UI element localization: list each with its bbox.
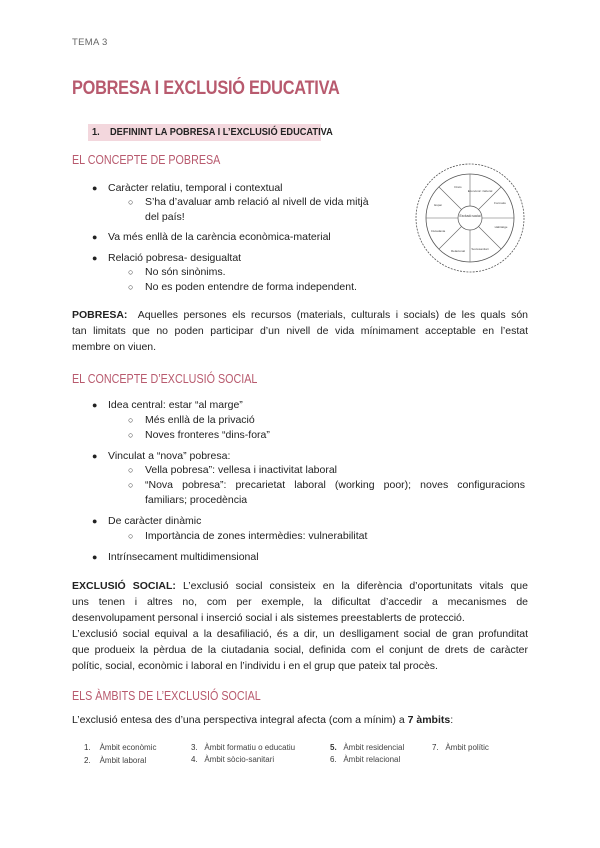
list-item-text: Caràcter relatiu, temporal i contextual (108, 182, 283, 194)
list-item-text: Relació pobresa- desigualtat (108, 252, 242, 264)
definition-line-1: EXCLUSIÓ SOCIAL: L’exclusió social consisteix en la diferència d’oportunitats vitals que (72, 580, 528, 592)
definition-line: polític, social, econòmic i laboral en l’individu i en el grup que pateix tal procès. (72, 660, 438, 672)
sub-item-text: S’ha d’avaluar amb relació al nivell de vida mitjà (145, 196, 369, 208)
list-item: ● (92, 253, 98, 263)
sub-item-text: Més enllà de la privació (145, 414, 255, 426)
list-item: ● (92, 400, 98, 410)
sub-bullet: ○ (128, 430, 134, 440)
sub-item-text: Importància de zones intermèdies: vulnerabilitat (145, 530, 368, 542)
ambit-item: 3. Àmbit formatiu o educatiu (191, 743, 296, 752)
section-number: 1. (92, 126, 100, 138)
list-item: ● (92, 451, 98, 461)
sub-item-text: familiars; procedència (145, 494, 248, 506)
ambit-item: 4. Àmbit sòcio-sanitari (191, 755, 275, 764)
list-item-text: Vinculat a “nova” pobresa: (108, 450, 231, 462)
wheel-segment-label: Espai (434, 203, 442, 207)
wheel-segment-label: Relacional (450, 249, 466, 253)
sub-bullet: ○ (128, 415, 134, 425)
sub-item-text: del país! (145, 211, 185, 223)
sub-bullet: ○ (128, 465, 134, 475)
list-item-text: Intrínsecament multidimensional (108, 551, 259, 563)
sub-item-text: “Nova pobresa”: precarietat laboral (working poor); noves configuracions (145, 479, 525, 491)
sub-item-text: Vella pobresa”: vellesa i inactivitat laboral (145, 464, 338, 476)
wheel-segment-label: Drets (454, 185, 462, 189)
list-item: ● (92, 552, 98, 562)
section-title: DEFININT LA POBRESA I L’EXCLUSIÓ EDUCATIVA (109, 126, 333, 138)
list-item-text: Va més enllà de la carència econòmica-material (108, 231, 331, 243)
sub-bullet: ○ (128, 531, 134, 541)
definition-line: que produeix la pèrdua de la ciutadania social, definida com el conjunt de drets de caràcter (72, 644, 528, 656)
exclusio-definition (72, 578, 528, 674)
wheel-center (458, 206, 482, 230)
exclusio-heading: EL CONCEPTE D’EXCLUSIÓ SOCIAL (72, 372, 258, 386)
wheel-segment-label: Ciutadania (430, 229, 446, 233)
page-title: POBRESA I EXCLUSIÓ EDUCATIVA (72, 78, 340, 99)
section-1-heading (92, 126, 333, 138)
definition-line: uns tenen i altres no, com per exemple, la dificultat d’accedir a mecanismes de (72, 596, 528, 608)
sub-item-text: No es poden entendre de forma independent. (145, 281, 357, 293)
list-item: ● (92, 232, 98, 242)
wheel-segment-label: Habitatge (494, 225, 508, 229)
pobresa-definition (72, 307, 528, 355)
wheel-center-label: Exclusió social (459, 214, 481, 218)
sub-bullet: ○ (128, 197, 134, 207)
ambit-item: 7. Àmbit polític (432, 743, 489, 752)
sub-bullet: ○ (128, 480, 134, 490)
definition-label: EXCLUSIÓ SOCIAL: (72, 580, 176, 592)
ambit-item: 5. Àmbit residencial (330, 743, 405, 752)
definition-line: tan limitats que no poden participar d’un nivell de vida mínimament acceptable en l’estat (72, 325, 528, 337)
sub-item-text: No són sinònims. (145, 266, 226, 278)
ambit-item: 1. Àmbit econòmic (84, 743, 157, 752)
pobresa-heading: EL CONCEPTE DE POBRESA (72, 153, 221, 167)
list-item: ● (92, 516, 98, 526)
ambits-intro: L’exclusió entesa des d’una perspectiva integral afecta (com a mínim) a 7 àmbits: (72, 714, 454, 726)
exclusion-wheel-diagram (414, 160, 526, 280)
wheel-segment-label: Econòmic i laboral (467, 189, 493, 193)
definition-line: membre on viuen. (72, 341, 157, 353)
wheel-segment-label: Formatiu (494, 201, 506, 205)
page-header: TEMA 3 (72, 37, 108, 48)
list-item-text: Idea central: estar “al marge” (108, 399, 243, 411)
sub-item-text: Noves fronteres “dins-fora” (145, 429, 270, 441)
definition-line: desenvolupament personal i inserció social i als sistemes preestablerts de protecció. (72, 612, 465, 624)
definition-line: L’exclusió social equival a la desafiliació, és a dir, un deslligament social de gran profunditat (72, 628, 528, 640)
ambit-item: 6. Àmbit relacional (330, 755, 401, 764)
definition-label: POBRESA: (72, 309, 128, 321)
ambits-count: 7 àmbits (407, 714, 451, 726)
definition-line-1: POBRESA: Aquelles persones els recursos (materials, culturals i socials) de les quals són (72, 309, 528, 321)
wheel-segment-label: Sociosanitari (471, 247, 489, 251)
ambit-item: 2. Àmbit laboral (84, 756, 147, 765)
list-item: ● (92, 183, 98, 193)
ambits-heading: ELS ÀMBITS DE L’EXCLUSIÓ SOCIAL (72, 689, 261, 703)
list-item-text: De caràcter dinàmic (108, 515, 202, 527)
sub-bullet: ○ (128, 267, 134, 277)
sub-bullet: ○ (128, 282, 134, 292)
